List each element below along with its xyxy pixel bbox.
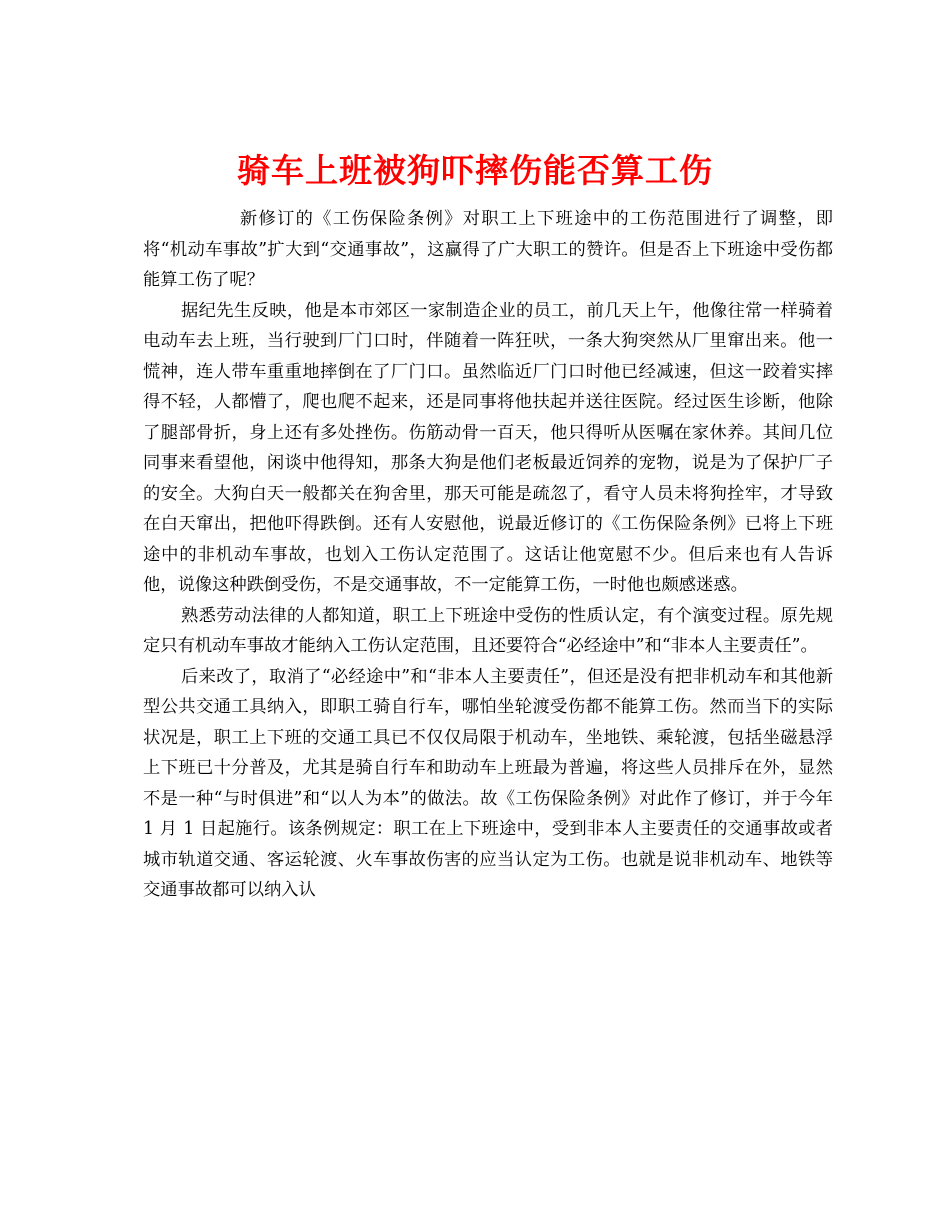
paragraph-revision: 后来改了，取消了“必经途中”和“非本人主要责任”，但还是没有把非机动车和其他新型公共交通工具纳入，即职工骑自行车，哪怕坐轮渡受伤都不能算工伤。然而当下的实际状况是，职工上下班的交通工具已不仅仅局限于机动车，坐地铁、乘轮渡，包括坐磁悬浮上下班已十分普及，尤其是骑自行车和助动车上班最为普遍，将这些人员排斥在外，显然不是一种“与时俱进”和“以人为本”的做法。故《工伤保险条例》对此作了修订，并于今年 1 月 1 日起施行。该条例规定：职工在上下班途中，受到非本人主要责任的交通事故或者城市轨道交通、客运轮渡、火车事故伤害的应当认定为工伤。也就是说非机动车、地铁等交通事故都可以纳入认 [143,666,833,900]
document-body [143,204,833,906]
paragraph-intro: 新修订的《工伤保险条例》对职工上下班途中的工伤范围进行了调整，即将“机动车事故”扩大到“交通事故”，这赢得了广大职工的赞许。但是否上下班途中受伤都能算工伤了呢？ [143,209,833,290]
document-title: 骑车上班被狗吓摔伤能否算工伤 [237,151,713,191]
paragraph-history: 熟悉劳动法律的人都知道，职工上下班途中受伤的性质认定，有个演变过程。原先规定只有机动车事故才能纳入工伤认定范围，且还要符合“必经途中”和“非本人主要责任”。 [143,605,833,656]
paragraph-case: 据纪先生反映，他是本市郊区一家制造企业的员工，前几天上午，他像往常一样骑着电动车去上班，当行驶到厂门口时，伴随着一阵狂吠，一条大狗突然从厂里窜出来。他一慌神，连人带车重重地摔倒在了厂门口。虽然临近厂门口时他已经减速，但这一跤着实摔得不轻，人都懵了，爬也爬不起来，还是同事将他扶起并送往医院。经过医生诊断，他除了腿部骨折，身上还有多处挫伤。伤筋动骨一百天，他只得听从医嘱在家休养。其间几位同事来看望他，闲谈中他得知，那条大狗是他们老板最近饲养的宠物，说是为了保护厂子的安全。大狗白天一般都关在狗舍里，那天可能是疏忽了，看守人员未将狗拴牢，才导致在白天窜出，把他吓得跌倒。还有人安慰他，说最近修订的《工伤保险条例》已将上下班途中的非机动车事故，也划入工伤认定范围了。这话让他宽慰不少。但后来也有人告诉他，说像这种跌倒受伤，不是交通事故，不一定能算工伤，一时他也颇感迷惑。 [143,300,833,595]
